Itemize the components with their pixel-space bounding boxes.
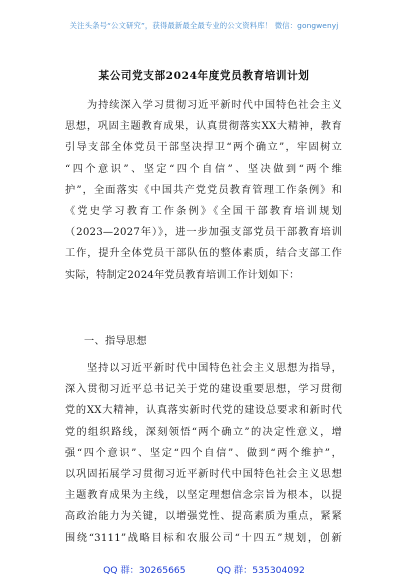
intro-paragraph — [65, 95, 342, 286]
section1-line: 党的组织路线，深刻领悟“两个确立”的决定性意义，增 — [65, 426, 342, 438]
intro-line: 护”，全面落实《中国共产党党员教育管理工作条例》和 — [65, 184, 342, 196]
section1-line: 以巩固拓展学习贯彻习近平新时代中国特色社会主义思想 — [65, 468, 342, 480]
header-banner: 关注头条号“公文研究”，获得最新最全最专业的公文资料库！ 微信：gongwenyj — [69, 21, 339, 30]
section1-line: 主题教育成果为主线，以坚定理想信念宗旨为根本，以提 — [65, 490, 342, 502]
intro-line: “四个意识”、坚定“四个自信”、坚决做到“两个维 — [65, 163, 342, 175]
footer-contacts — [0, 562, 408, 576]
section1-paragraph — [65, 358, 342, 549]
document-title: 某公司党支部2024年度党员教育培训计划 — [98, 70, 310, 82]
intro-line: 工作，提升全体党员干部队伍的整体素质，结合支部工作 — [65, 248, 342, 260]
section-heading: 一、指导思想 — [84, 336, 147, 347]
intro-line: 为持续深入学习贯彻习近平新时代中国特色社会主义 — [87, 100, 342, 111]
section1-line: 党的XX大精神，认真落实新时代党的建设总要求和新时代 — [65, 405, 342, 417]
section1-line: 深入贯彻习近平总书记关于党的建设重要思想，学习贯彻 — [65, 384, 342, 396]
footer-qq-group-2: QQ 群：535304092 — [216, 565, 305, 576]
section1-line: 坚持以习近平新时代中国特色社会主义思想为指导， — [87, 363, 342, 374]
section1-line: 围绕“3111”战略目标和农服公司“十四五”规划，创新 — [65, 532, 342, 544]
intro-line: 引导支部全体党员干部坚决捍卫“两个确立”，牢固树立 — [65, 142, 342, 154]
intro-line: 思想，巩固主题教育成果，认真贯彻落实XX大精神，教育 — [65, 121, 342, 133]
footer-qq-group-1: QQ 群：30265665 — [103, 565, 186, 576]
intro-line: （2023—2027年）》，进一步加强支部党员干部教育培训 — [65, 227, 342, 239]
intro-line: 《党史学习教育工作条例》《全国干部教育培训规划 — [65, 205, 342, 217]
section1-line: 高政治能力为关键，以增强党性、提高素质为重点，紧紧 — [65, 511, 342, 523]
intro-line: 实际，特制定2024年党员教育培训工作计划如下： — [65, 269, 300, 281]
section1-line: 强“四个意识”、坚定“四个自信”、做到“两个维护”， — [65, 447, 342, 459]
